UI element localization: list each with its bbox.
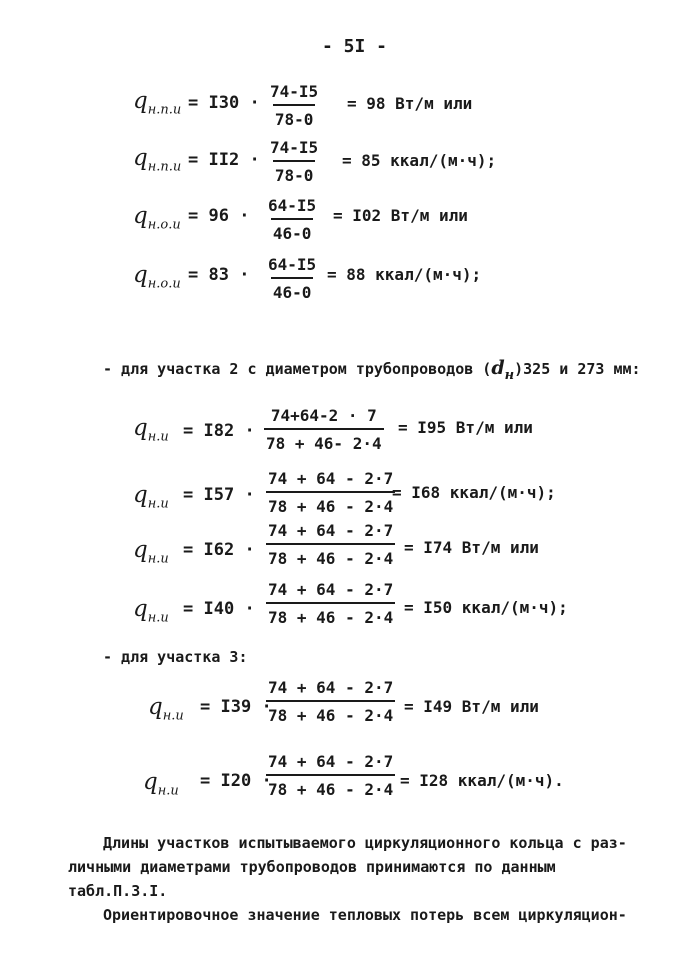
- numerator: 74 + 64 - 2·7: [268, 469, 394, 488]
- equals-coefficient: = I40 ·: [183, 599, 255, 619]
- numerator: 64-I5: [268, 196, 317, 215]
- section-3-heading: - для участка 3:: [103, 648, 248, 666]
- heat-loss-symbol: $q_{н.п.и}$: [133, 145, 182, 175]
- fraction: [268, 82, 320, 129]
- numerator: 74 + 64 - 2·7: [268, 752, 394, 771]
- fraction: [266, 752, 395, 799]
- denominator: 78 + 46 - 2·4: [266, 491, 395, 516]
- result: = I50 ккал/(м·ч);: [404, 598, 568, 617]
- fraction: [266, 678, 395, 725]
- denominator: 78 + 46 - 2·4: [266, 700, 395, 725]
- equals-coefficient: = I39 ·: [200, 697, 272, 717]
- numerator: 74-I5: [270, 138, 319, 157]
- heat-loss-symbol: $q_{н.о.и}$: [133, 262, 181, 292]
- fraction: [266, 521, 395, 568]
- result: = I68 ккал/(м·ч);: [392, 483, 556, 502]
- heat-loss-symbol: $q_{н.и}$: [133, 596, 169, 626]
- heat-loss-symbol: $q_{н.и}$: [133, 415, 169, 445]
- equals-coefficient: = 83 ·: [188, 265, 250, 285]
- result: = I49 Вт/м или: [404, 697, 539, 716]
- numerator: 74 + 64 - 2·7: [268, 521, 394, 540]
- denominator: 78 + 46 - 2·4: [266, 602, 395, 627]
- paragraph-line: Ориентировочное значение тепловых потерь всем циркуляцион-: [103, 906, 627, 924]
- result: = 88 ккал/(м·ч);: [327, 265, 482, 284]
- paragraph-line: Длины участков испытываемого циркуляционного кольца с раз-: [103, 834, 627, 852]
- equals-coefficient: = 96 ·: [188, 206, 250, 226]
- result: = I74 Вт/м или: [404, 538, 539, 557]
- heat-loss-symbol: $q_{н.и}$: [143, 769, 179, 799]
- fraction: [264, 406, 384, 453]
- equals-coefficient: = I62 ·: [183, 540, 255, 560]
- denominator: 78-0: [273, 160, 316, 185]
- result: = 85 ккал/(м·ч);: [342, 151, 497, 170]
- paragraph-line: табл.П.3.I.: [68, 882, 168, 900]
- denominator: 46-0: [271, 218, 314, 243]
- numerator: 74+64-2 · 7: [270, 406, 377, 425]
- equals-coefficient: = I20 ·: [200, 771, 272, 791]
- result: = 98 Вт/м или: [347, 94, 473, 113]
- numerator: 74 + 64 - 2·7: [268, 580, 394, 599]
- denominator: 78 + 46 - 2·4: [266, 543, 395, 568]
- result: = I28 ккал/(м·ч).: [400, 771, 564, 790]
- denominator: 78 + 46 - 2·4: [266, 774, 395, 799]
- equals-coefficient: = I30 ·: [188, 93, 260, 113]
- fraction: [266, 196, 318, 243]
- diameter-symbol: $d_н$: [491, 357, 515, 383]
- fraction: [266, 255, 318, 302]
- numerator: 74 + 64 - 2·7: [268, 678, 394, 697]
- paragraph-line: личными диаметрами трубопроводов принимаются по данным: [68, 858, 556, 876]
- equals-coefficient: = I82 ·: [183, 421, 255, 441]
- equals-coefficient: = II2 ·: [188, 150, 260, 170]
- page-number: - 5I -: [322, 36, 388, 57]
- equals-coefficient: = I57 ·: [183, 485, 255, 505]
- result: = I02 Вт/м или: [333, 206, 468, 225]
- denominator: 78-0: [273, 104, 316, 129]
- heat-loss-symbol: $q_{н.и}$: [148, 694, 184, 724]
- denominator: 78 + 46- 2·4: [264, 428, 384, 453]
- heat-loss-symbol: $q_{н.и}$: [133, 537, 169, 567]
- section-2-heading: - для участка 2 с диаметром трубопроводов $(d_н)325$ и 273 мм:: [103, 357, 641, 383]
- fraction: [268, 138, 320, 185]
- heat-loss-symbol: $q_{н.о.и}$: [133, 203, 181, 233]
- denominator: 46-0: [271, 277, 314, 302]
- heat-loss-symbol: $q_{н.и}$: [133, 482, 169, 512]
- fraction: [266, 469, 395, 516]
- numerator: 74-I5: [270, 82, 319, 101]
- heat-loss-symbol: $q_{н.п.и}$: [133, 88, 182, 118]
- fraction: [266, 580, 395, 627]
- numerator: 64-I5: [268, 255, 317, 274]
- result: = I95 Вт/м или: [398, 418, 533, 437]
